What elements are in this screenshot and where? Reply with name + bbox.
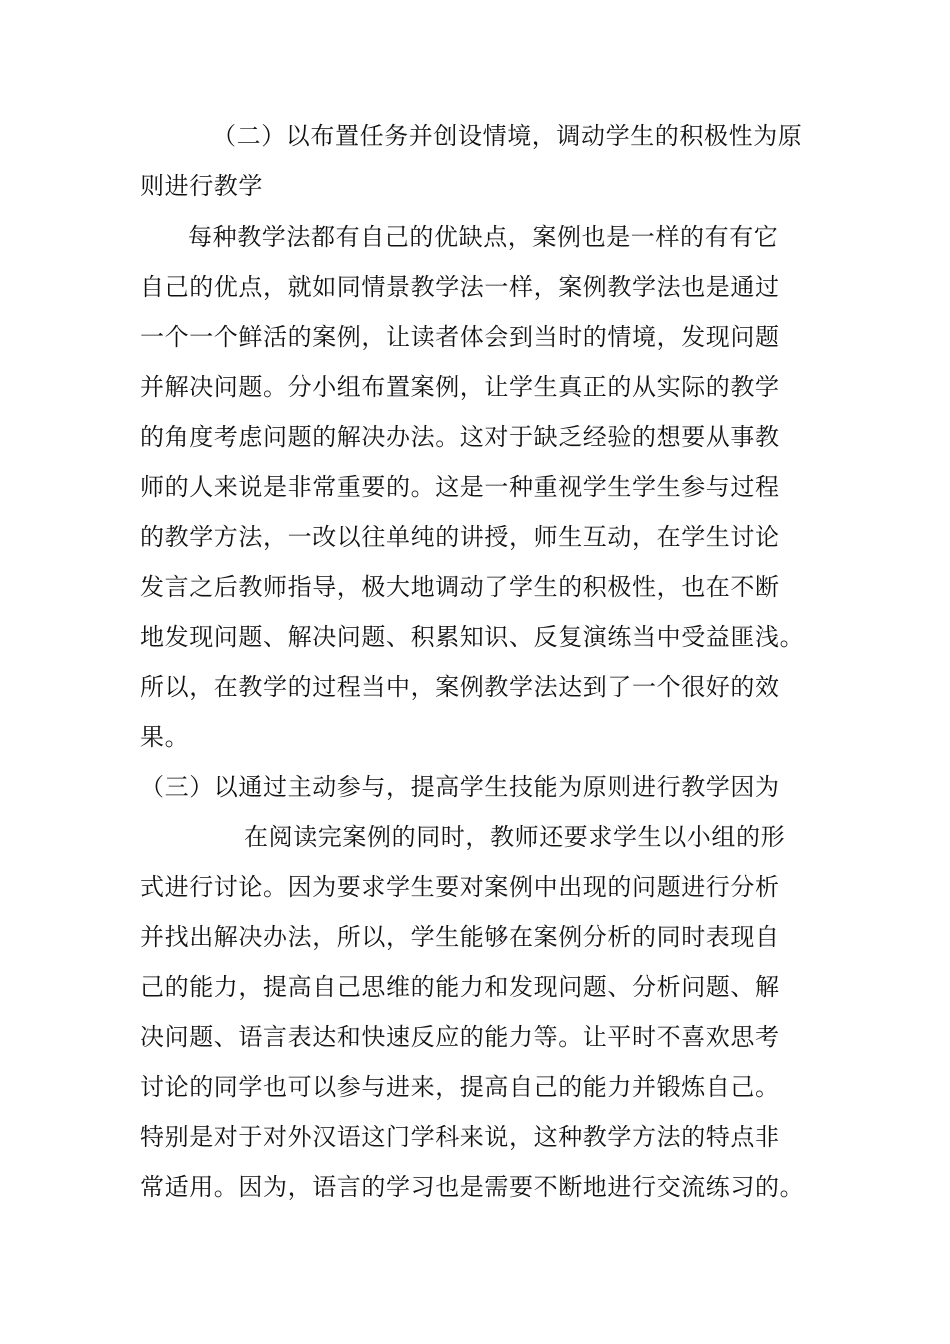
paragraph-1-line-11: 果。	[140, 723, 190, 751]
paragraph-1-line-9: 地发现问题、解决问题、积累知识、反复演练当中受益匪浅。	[140, 623, 805, 651]
paragraph-1-line-1: 每种教学法都有自己的优缺点，案例也是一样的有有它	[188, 223, 779, 251]
paragraph-2-line-1: 在阅读完案例的同时，教师还要求学生以小组的形	[244, 823, 786, 851]
paragraph-2-line-2: 式进行讨论。因为要求学生要对案例中出现的问题进行分析	[140, 873, 780, 901]
paragraph-2-line-5: 决问题、语言表达和快速反应的能力等。让平时不喜欢思考	[140, 1023, 780, 1051]
heading-section-3: （三）以通过主动参与，提高学生技能为原则进行教学因为	[140, 773, 780, 801]
heading-section-2-line-1: （二）以布置任务并创设情境，调动学生的积极性为原	[212, 122, 803, 150]
paragraph-2-line-4: 己的能力，提高自己思维的能力和发现问题、分析问题、解	[140, 973, 780, 1001]
paragraph-1-line-6: 师的人来说是非常重要的。这是一种重视学生学生参与过程	[140, 473, 780, 501]
paragraph-1-line-8: 发言之后教师指导，极大地调动了学生的积极性，也在不断	[140, 573, 780, 601]
paragraph-1-line-2: 自己的优点，就如同情景教学法一样，案例教学法也是通过	[140, 273, 780, 301]
paragraph-2-line-8: 常适用。因为，语言的学习也是需要不断地进行交流练习的。	[140, 1173, 805, 1201]
paragraph-1-line-3: 一个一个鲜活的案例，让读者体会到当时的情境，发现问题	[140, 323, 780, 351]
paragraph-2-line-3: 并找出解决办法，所以，学生能够在案例分析的同时表现自	[140, 923, 780, 951]
paragraph-2-line-7: 特别是对于对外汉语这门学科来说，这种教学方法的特点非	[140, 1123, 780, 1151]
paragraph-1-line-10: 所以，在教学的过程当中，案例教学法达到了一个很好的效	[140, 673, 780, 701]
heading-section-2-line-2: 则进行教学	[140, 172, 263, 200]
paragraph-2-line-6: 讨论的同学也可以参与进来，提高自己的能力并锻炼自己。	[140, 1073, 780, 1101]
paragraph-1-line-5: 的角度考虑问题的解决办法。这对于缺乏经验的想要从事教	[140, 423, 780, 451]
paragraph-1-line-7: 的教学方法，一改以往单纯的讲授，师生互动，在学生讨论	[140, 523, 780, 551]
paragraph-1-line-4: 并解决问题。分小组布置案例，让学生真正的从实际的教学	[140, 373, 780, 401]
